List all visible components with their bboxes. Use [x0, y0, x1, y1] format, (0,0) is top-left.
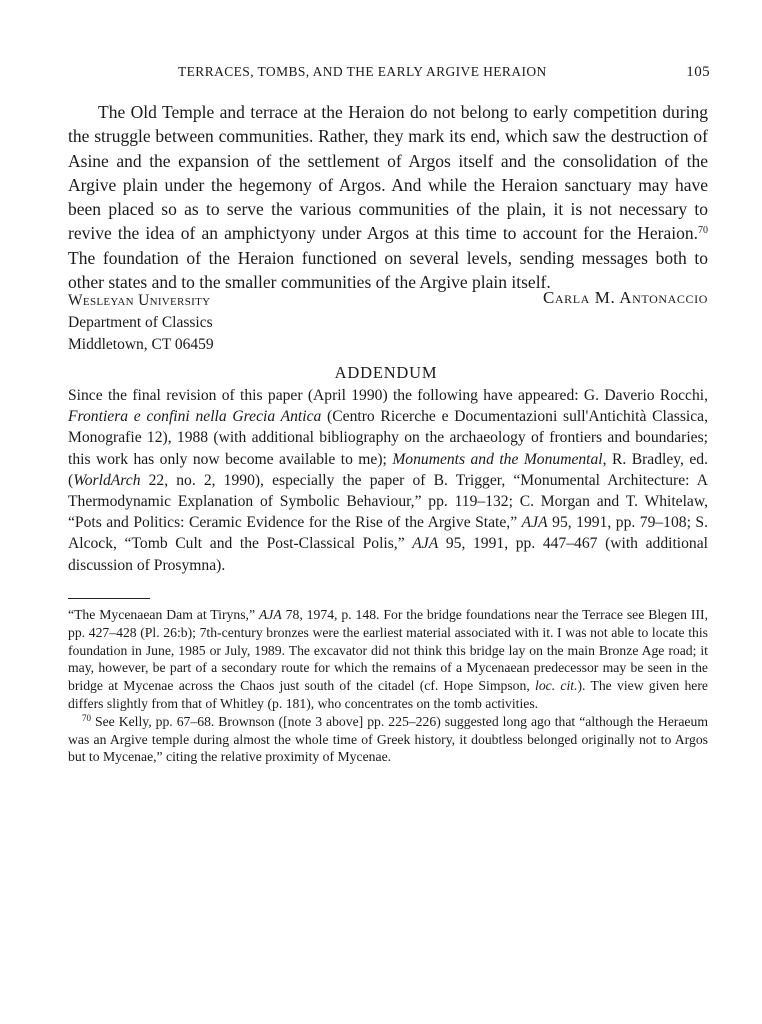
body-text: The Old Temple and terrace at the Heraion do not belong to early competition during the struggle between communities. Rather, they mark its end, which saw the destruction of Asine and the expansion of the settlement of Argos itself and the consolidation of the Argive plain under the hegemony of Argos. And while the Heraion sanctuary may have been placed so as to serve the various communities of the plain, it is not necessary to revive the idea of an amphictyony under Argos at this time to account for the Heraion. [68, 102, 708, 244]
footnotes [68, 606, 708, 766]
body-paragraph [68, 100, 708, 294]
author-name: Carla M. Antonaccio [542, 288, 708, 307]
addendum-text [68, 385, 708, 576]
footnote-segment: ). The view given here differs slightly from that of Whitley (p. 181), who concentrates on the tomb activities. [68, 678, 708, 711]
addendum-segment: 95, 1991, pp. 447–467 (with additional discussion of Prosymna). [68, 535, 708, 574]
footnote-italic: AJA [258, 607, 282, 622]
addendum-journal-italic: AJA [521, 514, 548, 532]
addendum-segment: , R. Bradley, ed. ( [68, 450, 709, 489]
running-title: TERRACES, TOMBS, AND THE EARLY ARGIVE HERAION [178, 64, 547, 79]
footnote-number: 70 [82, 712, 91, 723]
institution: Wesleyan University [68, 292, 211, 309]
addendum-segment: 95, 1991, pp. 79–108; S. Alcock, “Tomb Cult and the Post-Classical Polis,” [68, 514, 708, 553]
department: Department of Classics [68, 314, 213, 331]
author-affiliation [68, 290, 328, 356]
page-number: 105 [686, 64, 710, 80]
addendum-title-italic: Frontiera e confini nella Grecia Antica [68, 408, 322, 426]
footnote-segment: “The Mycenaean Dam at Tiryns,” [68, 607, 259, 622]
addendum-journal-italic: AJA [412, 535, 439, 553]
footnote-segment: 78, 1974, p. 148. For the bridge foundations near the Terrace see Blegen III, pp. 427–428 (Pl. 26:b); 7th-century bronzes were the earliest material associated with it. I was not able to locate this foundation in June, 1985 or July, 1989. The excavator did not think this bridge lay on the main Bronze Age road; it may, however, be part of a secondary route for which the remains of a Mycenaean predecessor may be seen in the bridge at Mycenae across the Chaos just south of the citadel (cf. Hope Simpson, [68, 607, 709, 694]
body-text-tail: The foundation of the Heraion functioned on several levels, sending messages both to other states and to the smaller communities of the Argive plain itself. [68, 247, 708, 293]
addendum-heading: ADDENDUM [334, 363, 438, 382]
addendum-segment: Since the final revision of this paper (April 1990) the following have appeared: G. Daverio Rocchi, [68, 387, 708, 404]
footnote-italic: loc. cit. [535, 678, 578, 694]
city: Middletown, CT 06459 [68, 336, 214, 353]
footnote-text: See Kelly, pp. 67–68. Brownson ([note 3 above] pp. 225–226) suggested long ago that “although the Heraeum was an Argive temple during almost the whole time of Greek history, it doubtless belonged originally not to Argos but to Mycenae,” citing the relative proximity of Mycenae. [68, 713, 708, 765]
addendum-title-italic: Monuments and the Monumental [392, 450, 603, 468]
footnote-continued [68, 606, 708, 713]
addendum-segment: (Centro Ricerche e Documentazioni sull'Antichità Classica, Monografie 12), 1988 (with additional bibliography on the archaeology of frontiers and boundaries; this work has only now become available to me); [68, 408, 708, 468]
addendum-segment: 22, no. 2, 1990), especially the paper of B. Trigger, “Monumental Architecture: A Thermodynamic Explanation of Symbolic Behaviour,” pp. 119–132; C. Morgan and T. Whitelaw, “Pots and Politics: Ceramic Evidence for the Rise of the Argive State,” [68, 471, 708, 532]
footnote-70 [68, 713, 708, 766]
addendum-journal-italic: WorldArch [73, 471, 141, 489]
running-head [70, 64, 710, 84]
footnote-ref-70[interactable]: 70 [698, 225, 708, 237]
footnote-rule [68, 598, 150, 599]
